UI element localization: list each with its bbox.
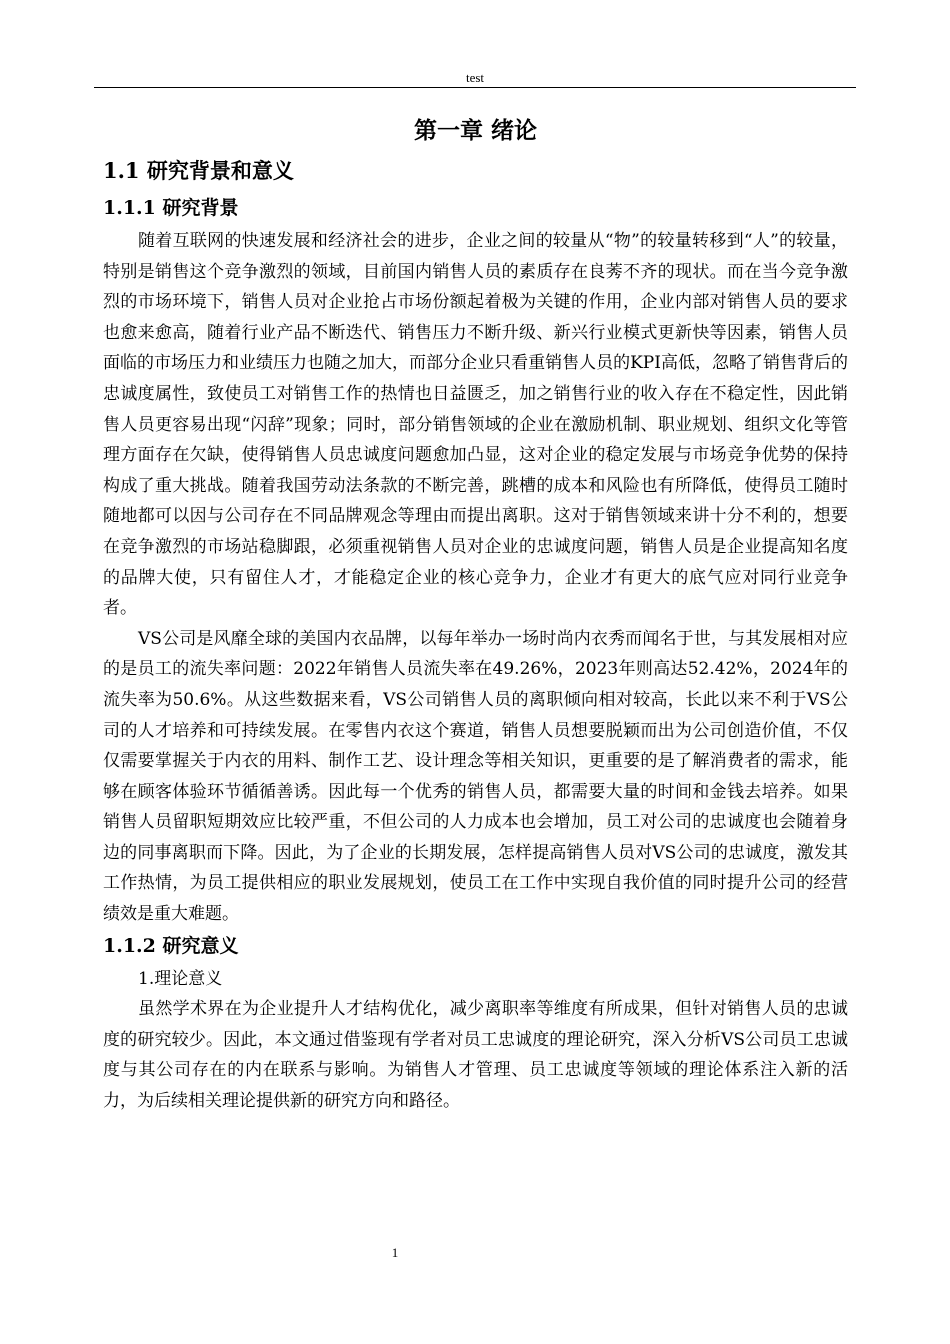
page-header: test <box>465 70 485 85</box>
paragraph-background-1: 随着互联网的快速发展和经济社会的进步，企业之间的较量从“物”的较量转移到“人”的较量，特别是销售这个竞争激烈的领域，目前国内销售人员的素质存在良莠不齐的现状。而在当今竞争激烈的市场环境下，销售人员对企业抢占市场份额起着极为关键的作用，企业内部对销售人员的要求也愈来愈高，随着行业产品不断迭代、销售压力不断升级、新兴行业模式更新快等因素，销售人员面临的市场压力和业绩压力也随之加大，而部分企业只看重销售人员的KPI高低，忽略了销售背后的忠诚度属性，致使员工对销售工作的热情也日益匮乏，加之销售行业的收入存在不稳定性，因此销售人员更容易出现“闪辞”现象；同时，部分销售领域的企业在激励机制、职业规划、组织文化等管理方面存在欠缺，使得销售人员忠诚度问题愈加凸显，这对企业的稳定发展与市场竞争优势的保持构成了重大挑战。随着我国劳动法条款的不断完善，跳槽的成本和风险也有所降低，使得员工随时随地都可以因与公司存在不同品牌观念等理由而提出离职。这对于销售领域来讲十分不利的，想要在竞争激烈的市场站稳脚跟，必须重视销售人员对企业的忠诚度问题，销售人员是企业提高知名度的品牌大使，只有留住人才，才能稳定企业的核心竞争力，企业才有更大的底气应对同行业竞争者。 <box>103 231 848 619</box>
header-divider <box>94 87 856 88</box>
paragraph-background-2: VS公司是风靡全球的美国内衣品牌，以每年举办一场时尚内衣秀而闻名于世，与其发展相对应的是员工的流失率问题：2022年销售人员流失率在49.26%，2023年则高达52.42%，2024年的流失率为50.6%。从这些数据来看，VS公司销售人员的离职倾向相对较高，长此以来不利于VS公司的人才培养和可持续发展。在零售内衣这个赛道，销售人员想要脱颖而出为公司创造价值，不仅仅需要掌握关于内衣的用料、制作工艺、设计理念等相关知识，更重要的是了解消费者的需求，能够在顾客体验环节循循善诱。因此每一个优秀的销售人员，都需要大量的时间和金钱去培养。如果销售人员留职短期效应比较严重，不但公司的人力成本也会增加，员工对公司的忠诚度也会随着身边的同事离职而下降。因此，为了企业的长期发展，怎样提高销售人员对VS公司的忠诚度，激发其工作热情，为员工提供相应的职业发展规划，使员工在工作中实现自我价值的同时提升公司的经营绩效是重大难题。 <box>103 628 848 925</box>
section-heading-1-1-1: 1.1.1 研究背景 <box>103 197 239 219</box>
sub-label-theory: 1.理论意义 <box>138 968 223 989</box>
section-heading-1-1: 1.1 研究背景和意义 <box>103 158 294 183</box>
page-number: 1 <box>391 1245 399 1260</box>
section-heading-1-1-2: 1.1.2 研究意义 <box>103 934 239 957</box>
paragraph-significance-1: 虽然学术界在为企业提升人才结构优化，减少离职率等维度有所成果，但针对销售人员的忠诚度的研究较少。因此，本文通过借鉴现有学者对员工忠诚度的理论研究，深入分析VS公司员工忠诚度与其公司存在的内在联系与影响。为销售人才管理、员工忠诚度等领域的理论体系注入新的活力，为后续相关理论提供新的研究方向和路径。 <box>103 999 848 1112</box>
chapter-title: 第一章 绪论 <box>413 117 537 144</box>
document-body <box>103 113 848 1117</box>
